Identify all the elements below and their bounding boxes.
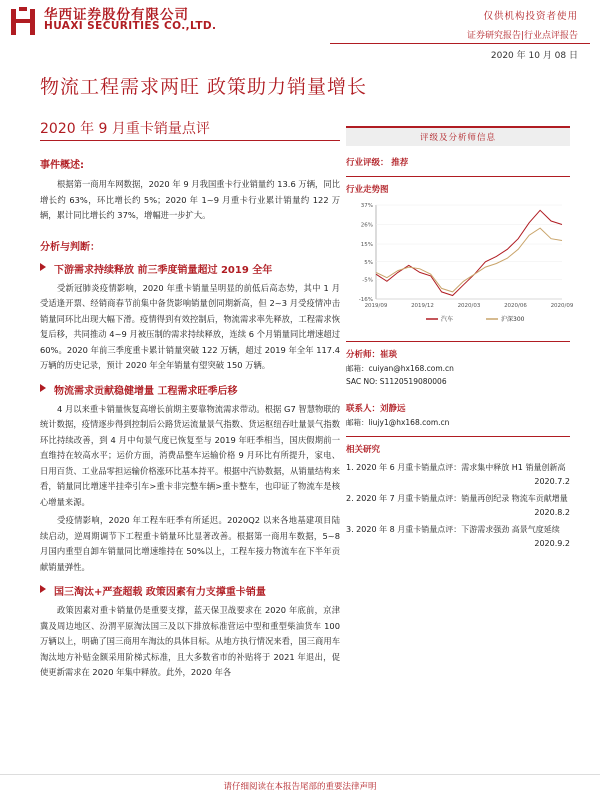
rating-value: 推荐 (391, 158, 409, 168)
legal-footer: 请仔细阅读在本报告尾部的重要法律声明 (223, 782, 377, 792)
event-text: 根据第一商用车网数据，2020 年 9 月我国重卡行业销量约 13.6 万辆，同比增长约 63%，环比增长约 5%；2020 年 1~9 月重卡行业累计销量约 122 万辆，累计同比增长约 37%，增幅进一步扩大。 (40, 179, 340, 220)
x-tick-label: 2019/12 (411, 303, 434, 309)
audience-notice: 仅供机构投资者使用 (483, 11, 578, 22)
analysis-heading: 分析与判断： (40, 241, 100, 253)
y-tick-label: 26% (360, 222, 373, 229)
analyst-email[interactable]: cuiyan@hx168.com.cn (368, 364, 454, 373)
sidebar-divider (346, 341, 570, 342)
analyst-name: 崔琰 (380, 350, 398, 360)
bullet-text-2a: 4 月以来重卡销量恢复高增长前期主要靠物流需求带动。根据 G7 智慧物联的统计数据，疫情逐步得到控制后公路货运流量景气指数、货运枢纽吞吐量景气指数环比持续改善，到 4 月中旬景气度已恢复至与 2019 年旺季相当，国庆假期前一直维持在较高水平；运价方面，消费品整车运输价格 9 月环比有所提升，家电、日用百货、工业品零担运输价格涨环比基本持平。根据中汽协数据，从销量结构来看，销量同比增速半挂牵引车>重卡非完整车辆>重卡整车，也印证了物流车是核心增量来源。 (40, 403, 340, 507)
series-line (376, 210, 562, 295)
x-tick-label: 2020/09 (550, 303, 574, 309)
trend-chart-svg (346, 199, 574, 329)
email-label: 邮箱： (346, 364, 369, 373)
related-item[interactable]: 3. 2020 年 8 月重卡销量点评：下游需求强劲 高景气度延续 (346, 525, 560, 534)
trend-label: 行业走势图 (346, 185, 389, 195)
x-tick-label: 2020/03 (457, 303, 481, 309)
industry-trend-chart (346, 199, 574, 333)
contact-email[interactable]: liujy1@hx168.com.cn (368, 418, 450, 427)
bullet-heading-2: 物流需求贡献稳健增量 工程需求旺季后移 (40, 382, 340, 397)
related-list (346, 461, 570, 548)
related-item[interactable]: 2. 2020 年 7 月重卡销量点评：销量再创纪录 物流车贡献增量 (346, 494, 568, 503)
footer-divider (0, 774, 600, 775)
report-title: 物流工程需求两旺 政策助力销量增长 (40, 76, 368, 98)
related-item[interactable]: 1. 2020 年 6 月重卡销量点评：需求集中释放 H1 销量创新高 (346, 463, 566, 472)
related-date: 2020.9.2 (534, 539, 570, 548)
legend-label: 汽车 (441, 316, 454, 323)
sac-number: SAC NO: S1120519080006 (346, 377, 447, 386)
report-category: 证券研究报告|行业点评报告 (466, 31, 578, 41)
contact-label: 联系人： (346, 404, 381, 414)
related-heading: 相关研究 (346, 445, 381, 455)
brand-name-en: HUAXI SECURITIES CO.,LTD. (44, 20, 217, 32)
sidebar-divider (346, 436, 570, 437)
related-date: 2020.7.2 (534, 477, 570, 486)
y-tick-label: -5% (362, 277, 373, 284)
analyst-label: 分析师： (346, 350, 381, 360)
legend-label: 沪深300 (501, 316, 525, 323)
main-content (40, 150, 340, 684)
sidebar (346, 126, 574, 548)
related-date: 2020.8.2 (534, 508, 570, 517)
x-tick-label: 2019/09 (364, 303, 388, 309)
report-subtitle: 2020 年 9 月重卡销量点评 (40, 121, 210, 137)
bullet-text-1: 受新冠肺炎疫情影响，2020 年重卡销量呈明显的前低后高态势，其中 1 月受适逢开票、经销商春节前集中备货影响销量创同期新高，但 2~3 月受疫情冲击销量同环比出现大幅下滑。疫情得到有效控制后，物流需求率先释放，工程需求恢复后移，共同推动 4~9 月被压制的需求持续释放，连续 6 个月销量同比增速超过 60%。2020 年前三季度重卡累计销量突破 122 万辆，超过 2019 年全年 117.4 万辆的历史记录，预计 2020 年全年销量有望突破 150 万辆。 (40, 282, 340, 370)
publication-date: 2020 年 10 月 08 日 (490, 51, 578, 61)
bullet-heading-3: 国三淘汰+严查超载 政策因素有力支撑重卡销量 (40, 583, 340, 598)
y-tick-label: 37% (360, 203, 373, 209)
brand-name-cn: 华西证券股份有限公司 (44, 7, 189, 23)
subtitle-divider (40, 140, 340, 141)
sidebar-divider (346, 176, 570, 177)
bullet-text-2b: 受疫情影响，2020 年工程车旺季有所延迟。2020Q2 以来各地基建项目陆续启动，逆周期调节下工程重卡销量环比显著改善。根据第一商用车数据，5~8 月国内重型自卸车销量同比增速维持在 50%以上，工程车接力物流车在下半年贡献销量弹性。 (40, 515, 340, 572)
email-label: 邮箱： (346, 418, 369, 427)
y-tick-label: 5% (364, 259, 373, 266)
event-heading: 事件概述: (40, 160, 84, 171)
bullet-text-3: 政策因素对重卡销量仍是重要支撑，蓝天保卫战要求在 2020 年底前，京津冀及周边地区、汾渭平原淘汰国三及以下排放标准营运中型和重型柴油货车 100 万辆以上，明确了国三商用车淘汰的具体目标。从地方执行情况来看，国三商用车淘汰地方补贴金额采用阶梯式标准，且大多数省市的补贴将于 2021 年退出，促使更新需求在 2020 年集中释放。此外，2020 年各 (40, 605, 340, 677)
huaxi-logo-icon (10, 6, 36, 36)
bullet-heading-1: 下游需求持续释放 前三季度销量超过 2019 全年 (40, 261, 340, 276)
contact-name: 刘静远 (380, 404, 406, 414)
rating-label: 行业评级： (346, 158, 389, 168)
x-tick-label: 2020/06 (504, 303, 527, 309)
series-line (376, 228, 562, 292)
y-tick-label: 15% (360, 242, 373, 249)
header-divider (330, 43, 590, 44)
sidebar-heading: 评级及分析师信息 (346, 126, 570, 146)
y-tick-label: -16% (358, 297, 373, 303)
